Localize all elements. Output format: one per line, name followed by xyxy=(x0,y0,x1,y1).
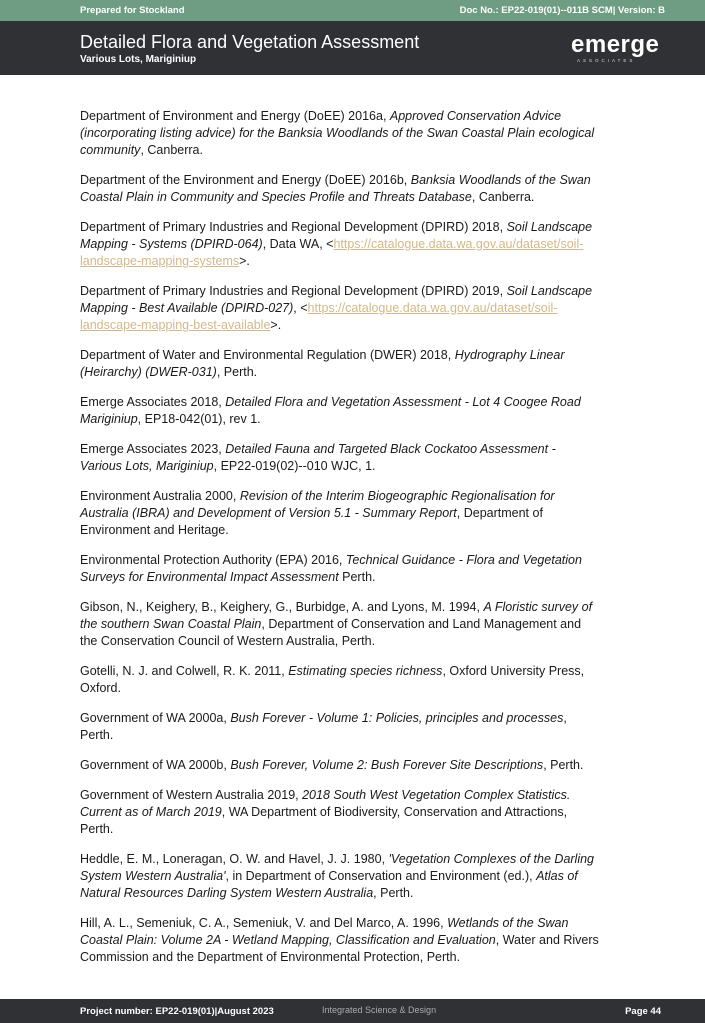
reference-text: Department of Environment and Energy (DoEE) 2016a, xyxy=(80,109,390,123)
reference-text: >. xyxy=(239,254,250,268)
reference-text: , EP22-019(02)--010 WJC, 1. xyxy=(213,459,376,473)
reference-text: , Water and Rivers Commission and the Department of Environmental Protection, Perth. xyxy=(80,933,599,964)
reference-text: , EP18-042(01), rev 1. xyxy=(137,412,261,426)
reference-entry xyxy=(80,710,600,744)
reference-link[interactable]: https://catalogue.data.wa.gov.au/dataset/soil-landscape-mapping-best-available xyxy=(80,301,558,332)
reference-entry xyxy=(80,219,600,270)
reference-entry xyxy=(80,172,600,206)
reference-text: Department of Primary Industries and Regional Development (DPIRD) 2019, xyxy=(80,284,507,298)
reference-text: , Perth. xyxy=(373,886,414,900)
reference-text: , Canberra. xyxy=(140,143,203,157)
reference-title: Soil Landscape Mapping - Systems (DPIRD-064) xyxy=(80,220,593,251)
document-header xyxy=(0,21,705,75)
reference-title: Estimating species richness xyxy=(288,664,443,678)
reference-title: 2018 South West Vegetation Complex Statistics. Current as of March 2019 xyxy=(80,788,571,819)
reference-text: Department of the Environment and Energy (DoEE) 2016b, xyxy=(80,173,411,187)
reference-text: , Perth. xyxy=(80,711,567,742)
document-number: Doc No.: EP22-019(01)--011B SCM| Version: B xyxy=(459,5,665,16)
project-number: Project number: EP22-019(01)|August 2023 xyxy=(80,1006,274,1017)
reference-link[interactable]: https://catalogue.data.wa.gov.au/dataset/soil-landscape-mapping-systems xyxy=(80,237,584,268)
reference-title: Detailed Fauna and Targeted Black Cockatoo Assessment - Various Lots, Mariginiup xyxy=(80,442,556,473)
reference-title: Soil Landscape Mapping - Best Available (DPIRD-027) xyxy=(80,284,593,315)
reference-text: Environment Australia 2000, xyxy=(80,489,240,503)
reference-entry xyxy=(80,663,600,697)
emerge-logo xyxy=(571,33,663,63)
logo-subtext: ASSOCIATES xyxy=(577,58,636,63)
top-bar xyxy=(0,0,705,21)
reference-text: Gotelli, N. J. and Colwell, R. K. 2011, xyxy=(80,664,289,678)
page-number: Page 44 xyxy=(625,1006,661,1017)
reference-text: Environmental Protection Authority (EPA) 2016, xyxy=(80,553,346,567)
reference-title: Approved Conservation Advice (incorporating listing advice) for the Banksia Woodlands of the Swan Coastal Plain ecological community xyxy=(80,109,595,157)
reference-entry xyxy=(80,787,600,838)
reference-text: Government of WA 2000b, xyxy=(80,758,231,772)
reference-text: Emerge Associates 2018, xyxy=(80,395,226,409)
reference-text: , Canberra. xyxy=(471,190,535,204)
reference-entry xyxy=(80,394,600,428)
reference-title: Atlas of Natural Resources Darling System Western Australia xyxy=(80,869,578,900)
page-footer xyxy=(0,999,705,1023)
reference-text: , in Department of Conservation and Environment (ed.), xyxy=(225,869,537,883)
reference-title: 'Vegetation Complexes of the Darling System Western Australia' xyxy=(80,852,595,883)
footer-tagline: Integrated Science & Design xyxy=(322,1005,437,1015)
reference-entry xyxy=(80,347,600,381)
reference-entry xyxy=(80,851,600,902)
document-subtitle: Various Lots, Mariginiup xyxy=(80,54,197,65)
reference-title: Bush Forever, Volume 2: Bush Forever Site Descriptions xyxy=(230,758,544,772)
reference-text: Government of WA 2000a, xyxy=(80,711,231,725)
reference-entry xyxy=(80,552,600,586)
reference-text: , < xyxy=(293,301,308,315)
reference-text: >. xyxy=(270,318,282,332)
reference-text: , Perth. xyxy=(543,758,584,772)
reference-title: Bush Forever - Volume 1: Policies, principles and processes xyxy=(230,711,564,725)
reference-text: Perth. xyxy=(338,570,376,584)
reference-entry xyxy=(80,915,600,966)
reference-text: Emerge Associates 2023, xyxy=(80,442,226,456)
reference-text: Department of Water and Environmental Regulation (DWER) 2018, xyxy=(80,348,455,362)
reference-entry xyxy=(80,283,600,334)
reference-text: , Department of Conservation and Land Management and the Conservation Council of Western Australia, Perth. xyxy=(80,617,582,648)
document-title: Detailed Flora and Vegetation Assessment xyxy=(80,32,420,52)
reference-text: Gibson, N., Keighery, B., Keighery, G., Burbidge, A. and Lyons, M. 1994, xyxy=(80,600,484,614)
reference-text: Department of Primary Industries and Regional Development (DPIRD) 2018, xyxy=(80,220,507,234)
reference-text: , Perth. xyxy=(216,365,258,379)
reference-entry xyxy=(80,488,600,539)
reference-list xyxy=(80,108,600,979)
reference-title: Revision of the Interim Biogeographic Regionalisation for Australia (IBRA) and Development of Version 5.1 - Summary Report xyxy=(80,489,555,520)
reference-title: Wetlands of the Swan Coastal Plain: Volume 2A - Wetland Mapping, Classification and Evaluation xyxy=(80,916,569,947)
reference-title: Detailed Flora and Vegetation Assessment - Lot 4 Coogee Road Mariginiup xyxy=(80,395,581,426)
logo-wordmark: emerge xyxy=(571,31,660,58)
reference-entry xyxy=(80,757,600,774)
reference-title: Technical Guidance - Flora and Vegetation Surveys for Environmental Impact Assessment xyxy=(80,553,582,584)
reference-title: Banksia Woodlands of the Swan Coastal Plain in Community and Species Profile and Threats Database xyxy=(80,173,591,204)
reference-text: , WA Department of Biodiversity, Conservation and Attractions, Perth. xyxy=(80,805,568,836)
reference-title: Hydrography Linear (Heirarchy) (DWER-031) xyxy=(80,348,565,379)
reference-text: Heddle, E. M., Loneragan, O. W. and Havel, J. J. 1980, xyxy=(80,852,389,866)
reference-text: , Department of Environment and Heritage. xyxy=(80,506,543,537)
reference-text: , Oxford University Press, Oxford. xyxy=(80,664,585,695)
prepared-for-label: Prepared for Stockland xyxy=(80,5,185,16)
reference-title: A Floristic survey of the southern Swan Coastal Plain xyxy=(80,600,593,631)
reference-entry xyxy=(80,441,600,475)
reference-entry xyxy=(80,599,600,650)
reference-text: Government of Western Australia 2019, xyxy=(80,788,303,802)
reference-entry xyxy=(80,108,600,159)
reference-text: , Data WA, < xyxy=(262,237,334,251)
reference-text: Hill, A. L., Semeniuk, C. A., Semeniuk, V. and Del Marco, A. 1996, xyxy=(80,916,448,930)
